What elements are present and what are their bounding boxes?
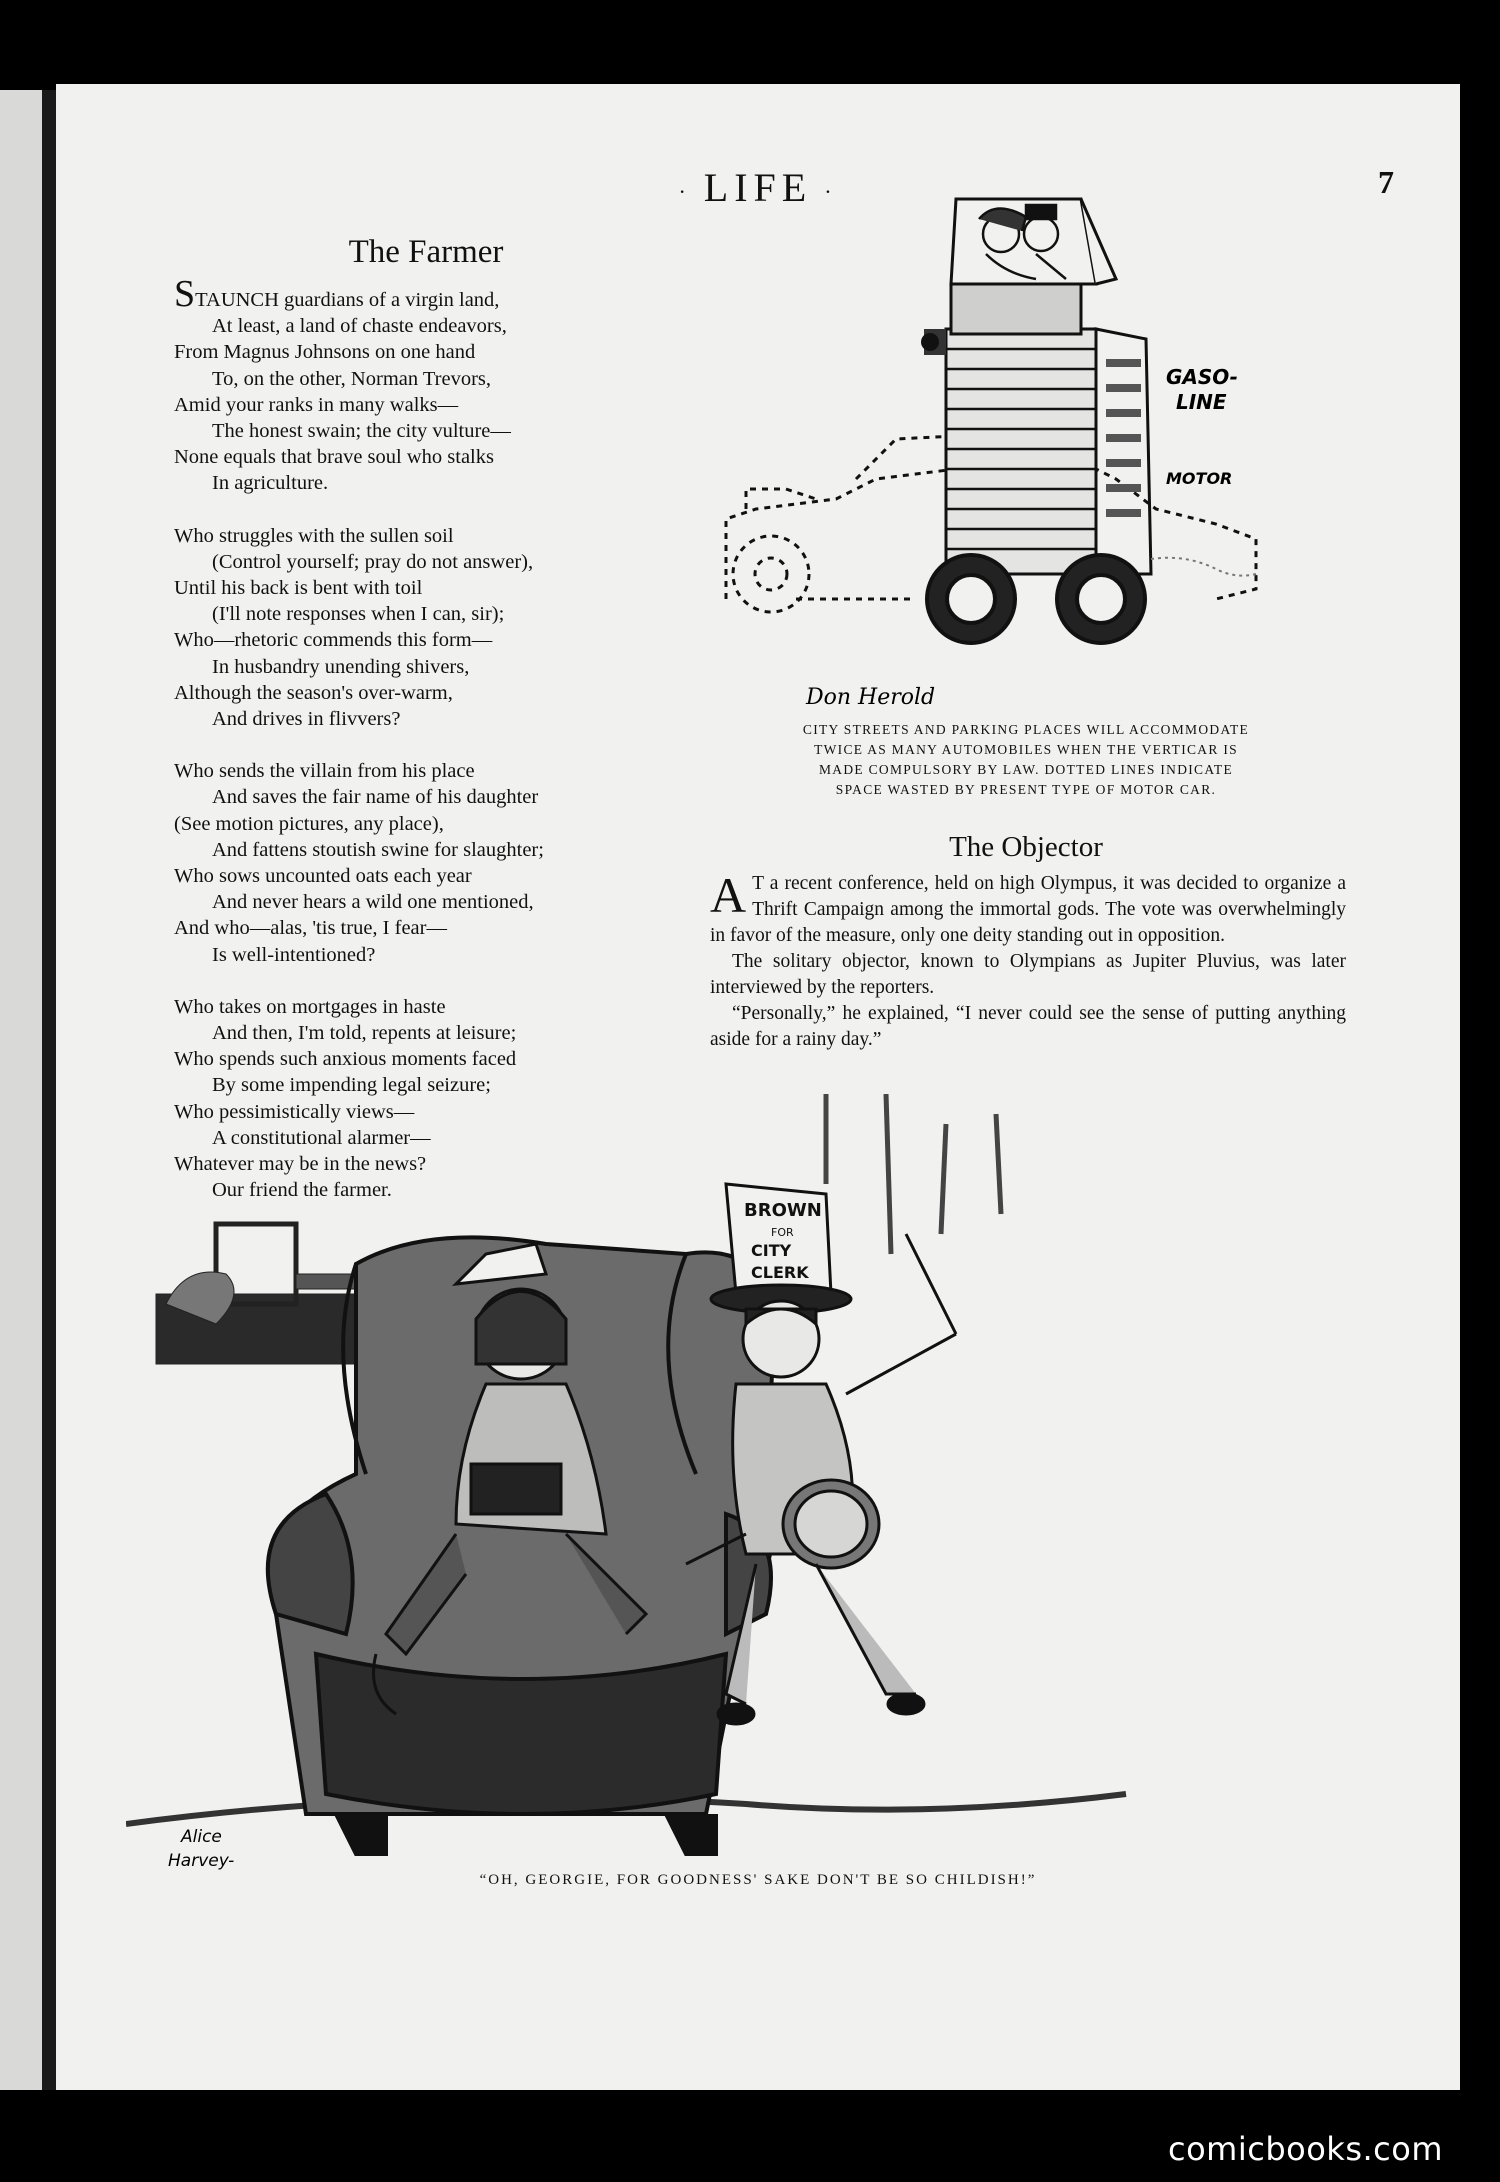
poem-line: Our friend the farmer. [212,1179,392,1202]
artist-signature-harvey-1: Alice [181,1827,222,1847]
objector-paragraph: “Personally,” he explained, “I never could see the sense of putting anything aside for a rainy day.” [710,1003,1346,1050]
poem-line: The honest swain; the city vulture— [212,420,511,443]
poem-line: Who spends such anxious moments faced [174,1048,517,1071]
poem-line: Although the season's over-warm, [174,681,453,704]
poem-line: (Control yourself; pray do not answer), [212,550,534,573]
page-gutter-shadow [42,90,56,2090]
headlamp [921,329,946,355]
objector-paragraph: The solitary objector, known to Olympians as Jupiter Pluvius, was later interviewed by the reporters. [710,951,1346,998]
objector-title: The Objector [949,831,1103,863]
gasoline-label-1: GASO- [1166,365,1238,389]
site-watermark: comicbooks.com [1168,2130,1444,2168]
poem-line: And drives in flivvers? [212,708,401,731]
poem-line: (I'll note responses when I can, sir); [212,603,505,626]
poem-line: Whatever may be in the news? [174,1153,427,1176]
poem-line: Who sends the villain from his place [174,760,475,783]
caption-line: CITY STREETS AND PARKING PLACES WILL ACCOMMODATE [802,722,1250,737]
objector-article [710,867,1346,1053]
motor-label: MOTOR [1166,469,1233,488]
magazine-title: LIFE [703,165,813,210]
poem-line: None equals that brave soul who stalks [174,446,494,469]
hat-text-for: FOR [771,1226,794,1239]
hat-text-brown: BROWN [744,1200,822,1221]
facing-page-edge [0,90,42,2090]
georgie-cartoon-caption: “OH, GEORGIE, FOR GOODNESS' SAKE DON'T BE SO CHILDISH!” [479,1872,1037,1888]
poem-line: Who struggles with the sullen soil [174,524,454,547]
poem-line: Is well-intentioned? [212,943,376,966]
doorframe-lines [826,1094,1001,1254]
poem-line: STAUNCH guardians of a virgin land, [174,273,500,315]
poem-line: At least, a land of chaste endeavors, [212,315,507,338]
farmer-poem [174,273,694,1230]
poem-line: Who takes on mortgages in haste [174,995,446,1018]
stanza-3 [174,758,694,968]
page-number: 7 [1378,164,1394,200]
poem-line: Until his back is bent with toil [174,577,423,600]
poem-line: And never hears a wild one mentioned, [212,891,534,914]
caption-line: MADE COMPULSORY BY LAW. DOTTED LINES INDICATE [818,762,1234,777]
poem-line: By some impending legal seizure; [212,1074,491,1097]
poem-line: From Magnus Johnsons on one hand [174,341,476,364]
gasoline-label-2: LINE [1176,390,1227,414]
poem-title: The Farmer [348,234,504,270]
caption-line: SPACE WASTED BY PRESENT TYPE OF MOTOR CAR. [835,782,1217,797]
artist-signature-harvey-2: Harvey- [168,1851,235,1871]
drop-cap: A [710,867,747,923]
poem-line: In agriculture. [212,472,329,495]
georgie-cartoon [126,1094,1396,1904]
poem-line: And then, I'm told, repents at leisure; [212,1022,517,1045]
header-dot-right: · [824,178,838,204]
stanza-1 [174,273,694,497]
verticar-cartoon [696,179,1336,779]
objector-paragraph: A T a recent conference, held on high Olympus, it was decided to organize a Thrift Campaign among the immortal gods. The vote was overwhelmingly in favor of the measure, only one deity standing out in opposition. [710,867,1346,946]
car-cartoon-caption [696,720,1356,800]
poem-line: And who—alas, 'tis true, I fear— [174,917,447,940]
header-dot-left: · [678,178,692,204]
caption-line: TWICE AS MANY AUTOMOBILES WHEN THE VERTICAR IS [814,742,1238,757]
drop-cap: S [174,273,196,315]
magazine-page [56,84,1460,2090]
hat-text-clerk: CLERK [751,1263,809,1282]
poem-line: In husbandry unending shivers, [212,655,470,678]
poem-line: Who sows uncounted oats each year [174,865,472,888]
artist-signature-herold: Don Herold [806,685,936,710]
poem-line: To, on the other, Norman Trevors, [212,367,492,390]
poem-line: And fattens stoutish swine for slaughter; [212,838,544,861]
poem-line: Amid your ranks in many walks— [174,393,459,416]
poem-line: A constitutional alarmer— [212,1126,431,1149]
hat-text-city: CITY [751,1241,792,1260]
poem-line: And saves the fair name of his daughter [212,786,539,809]
poem-line: Who pessimistically views— [174,1100,415,1123]
exhaust-smoke [1151,558,1256,576]
poem-line: (See motion pictures, any place), [174,812,444,835]
verticar-body [946,199,1116,574]
stanza-2 [174,523,694,733]
poem-line: Who—rhetoric commends this form— [174,629,493,652]
